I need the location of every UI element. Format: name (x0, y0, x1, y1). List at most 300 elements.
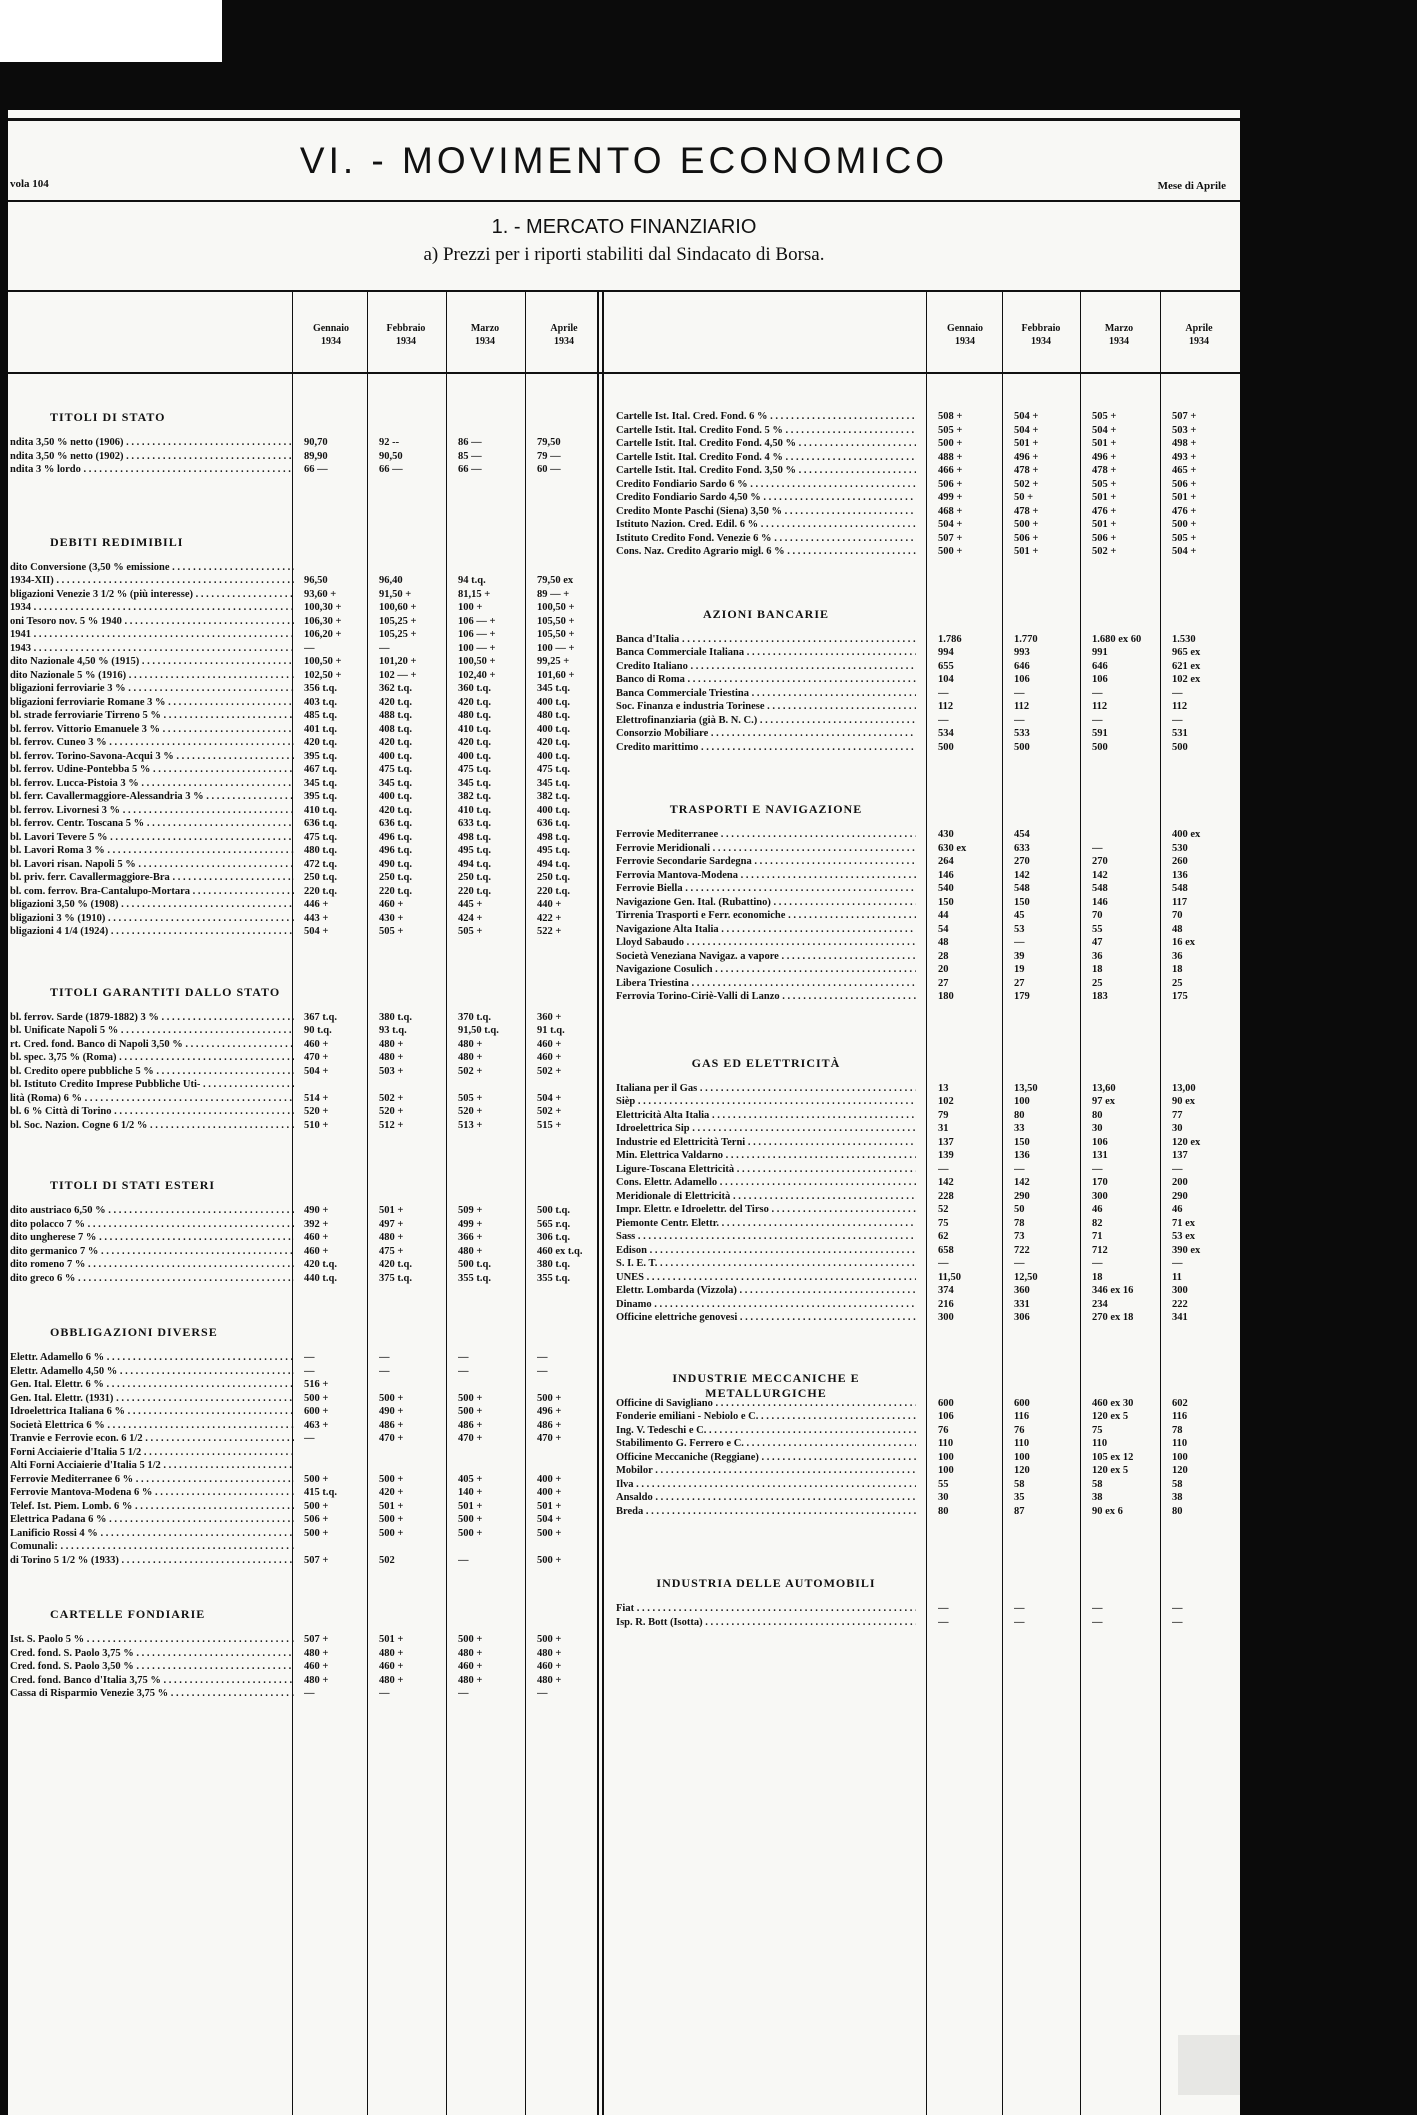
row-value: 355 t.q. (537, 1272, 570, 1284)
table-row (8, 1633, 1240, 1647)
row-value: 137 (938, 1136, 954, 1148)
row-value: 503 + (379, 1065, 404, 1077)
table-row (8, 1163, 1240, 1177)
row-value: 75 (1092, 1424, 1103, 1436)
row-value: 500 (1092, 741, 1108, 753)
row-value: 480 + (458, 1674, 483, 1686)
row-value: 463 + (304, 1419, 329, 1431)
row-label: Credito Italiano . . . (616, 660, 916, 674)
row-label: bl. Soc. Nazion. Cogne 6 1/2 % . . . (10, 1119, 294, 1133)
row-value: 382 t.q. (458, 791, 491, 802)
row-value: 85 — (458, 450, 482, 462)
row-value: 90 ex 6 (1092, 1505, 1123, 1517)
row-value: 500 (1172, 741, 1188, 753)
row-value: 360 + (537, 1011, 562, 1023)
top-dark-margin (0, 0, 1417, 110)
row-value: 11,50 (938, 1271, 962, 1283)
row-label: dito Conversione (3,50 % emissione . . . (10, 561, 294, 575)
row-label: dito Nazionale 5 % (1916) . . . (10, 669, 294, 683)
row-value: 400 + (537, 1487, 562, 1498)
row-label: ndita 3,50 % netto (1902) . . . (10, 450, 294, 464)
row-value: 505 + (1092, 411, 1117, 422)
row-value: 139 (938, 1150, 954, 1161)
row-label: Elettr. Adamello 6 % . . . (10, 1351, 294, 1365)
column-year: 1934 (1189, 336, 1209, 347)
row-label: 1943 . . . (10, 642, 294, 656)
row-value: 116 (1014, 1411, 1030, 1422)
row-label: Ilva . . . (616, 1478, 916, 1492)
row-value: 499 + (458, 1218, 483, 1230)
section-heading: TITOLI DI STATI ESTERI (50, 1178, 216, 1192)
row-value: 367 t.q. (304, 1011, 337, 1023)
row-value: — (1172, 1163, 1183, 1175)
row-value: 13,60 (1092, 1082, 1116, 1094)
row-label: Elettrofinanziaria (già B. N. C.) . . . (616, 714, 916, 728)
row-label: 1934-XII) . . . (10, 574, 294, 588)
row-value: 110 (1092, 1438, 1108, 1449)
row-value: 602 (1172, 1397, 1188, 1409)
column-month: Febbraio (386, 323, 426, 334)
row-value: 179 (1014, 991, 1030, 1002)
row-value: 496 t.q. (379, 831, 412, 843)
row-value: 460 + (304, 1661, 329, 1672)
row-value: 392 + (304, 1218, 329, 1230)
row-value: 306 t.q. (537, 1232, 570, 1243)
row-value: 58 (1172, 1478, 1183, 1490)
row-value: 509 + (458, 1205, 483, 1216)
row-value: 500 t.q. (537, 1205, 570, 1216)
table-row (8, 990, 1240, 1004)
column-header-left (529, 322, 599, 348)
row-value: 476 + (1172, 505, 1197, 517)
row-label: Cartelle Istit. Ital. Credito Fond. 4,50 % . . . (616, 437, 916, 451)
row-label: Impr. Elettr. e Idroelettr. del Tirso . . . (616, 1203, 916, 1217)
row-label: Elettrica Padana 6 % . . . (10, 1513, 294, 1527)
row-value: 66 — (458, 464, 482, 475)
row-value: 501 + (1092, 519, 1117, 530)
row-value: 480 + (379, 1647, 404, 1659)
row-value: 370 t.q. (458, 1011, 491, 1023)
row-value: 390 ex (1172, 1244, 1201, 1256)
row-value: 13 (938, 1082, 949, 1094)
row-value: 25 (1092, 977, 1103, 989)
row-value: 658 (938, 1244, 954, 1256)
month-label: Mese di Aprile (1157, 180, 1226, 192)
row-value: 362 t.q. (379, 683, 412, 694)
row-value: 501 + (1014, 438, 1039, 449)
row-label: bl. ferrov. Cuneo 3 % . . . (10, 736, 294, 750)
row-value: 480 + (537, 1674, 562, 1686)
row-label: Stabilimento G. Ferrero e C. . . . (616, 1437, 916, 1451)
row-value: 467 t.q. (304, 764, 337, 775)
row-value: — (1092, 714, 1103, 726)
row-value: — (938, 714, 949, 726)
row-label: Cons. Naz. Credito Agrario migl. 6 % . . . (616, 545, 916, 559)
row-value: 1.530 (1172, 633, 1196, 645)
row-label: bl. ferrov. Lucca-Pistoia 3 % . . . (10, 777, 294, 791)
section-rows (8, 1082, 1240, 1325)
row-value: 30 (1092, 1123, 1103, 1134)
row-label: Cred. fond. S. Paolo 3,75 % . . . (10, 1647, 294, 1661)
table-row (8, 1271, 1240, 1285)
row-value: 470 + (537, 1433, 562, 1444)
row-value: 498 t.q. (458, 831, 491, 843)
row-value: 454 (1014, 829, 1030, 840)
row-value: 422 + (537, 912, 562, 924)
row-value: 19 (1014, 964, 1025, 975)
row-value: 360 t.q. (458, 683, 491, 694)
row-value: 460 + (304, 1232, 329, 1243)
row-value: 500 + (458, 1392, 483, 1404)
row-value: 79 — (537, 450, 561, 462)
row-value: 500 + (379, 1527, 404, 1539)
row-value: 270 (1092, 856, 1108, 867)
table-row (8, 1136, 1240, 1150)
row-value: 480 + (379, 1232, 404, 1243)
row-value: 137 (1172, 1150, 1188, 1161)
row-value: 52 (938, 1204, 949, 1215)
section-heading: DEBITI REDIMIBILI (50, 534, 184, 549)
row-value: 105,25 + (379, 629, 417, 640)
row-value: 183 (1092, 991, 1108, 1002)
row-label: Telef. Ist. Piem. Lomb. 6 % . . . (10, 1500, 294, 1514)
row-label: bl. com. ferrov. Bra-Cantalupo-Mortara . . . (10, 885, 294, 899)
table-row (8, 561, 1240, 575)
row-label: Cons. Elettr. Adamello . . . (616, 1176, 916, 1190)
table-row (8, 1616, 1240, 1630)
row-value: 356 t.q. (304, 683, 337, 694)
row-value: 106 — + (458, 615, 496, 627)
row-value: 504 + (304, 1065, 329, 1077)
row-value: — (938, 1616, 949, 1628)
row-value: 500 (938, 741, 954, 753)
row-value: 548 (1014, 883, 1030, 894)
row-value: 506 + (1014, 532, 1039, 544)
row-value: 502 + (458, 1065, 483, 1077)
section-heading: INDUSTRIE MECCANICHE E METALLURGICHE (672, 1370, 860, 1400)
row-label: Fonderie emiliani - Nebiolo e C. . . . (616, 1410, 916, 1424)
table-row (8, 869, 1240, 883)
row-value: 76 (1014, 1424, 1025, 1436)
row-value: 965 ex (1172, 647, 1201, 658)
row-value: 106 (1014, 674, 1030, 685)
row-value: 548 (1092, 883, 1108, 894)
row-value: 445 + (458, 899, 483, 910)
row-label: Ferrovie Mediterranee 6 % . . . (10, 1473, 294, 1487)
row-value: 100 (938, 1451, 954, 1463)
row-value: 142 (1092, 869, 1108, 881)
row-value: 99,25 + (537, 656, 570, 667)
table-row (8, 532, 1240, 546)
section-rows (8, 1397, 1240, 1519)
row-value: 475 + (379, 1245, 404, 1257)
row-value: 50 + (1014, 492, 1034, 503)
row-value: 507 + (304, 1554, 329, 1566)
row-value: 220 t.q. (379, 885, 412, 897)
table-row (8, 855, 1240, 869)
row-value: — (304, 1352, 315, 1363)
section-rows (8, 1633, 1240, 1701)
row-value: 16 ex (1172, 937, 1196, 948)
row-value: 180 (938, 991, 954, 1002)
row-label: Comunali: . . . (10, 1540, 294, 1554)
row-label: dito greco 6 % . . . (10, 1272, 294, 1286)
row-value: 400 ex (1172, 829, 1201, 840)
row-value: 400 t.q. (379, 750, 412, 762)
row-value: 102 (938, 1096, 954, 1107)
table-row (8, 1244, 1240, 1258)
row-value: 80 (938, 1505, 949, 1517)
row-value: 48 (938, 937, 949, 948)
row-value: 100 (1014, 1096, 1030, 1107)
row-value: 494 t.q. (537, 858, 570, 870)
section-heading: TITOLI GARANTITI DALLO STATO (50, 984, 281, 999)
row-label: bl. spec. 3,75 % (Roma) . . . (10, 1051, 294, 1065)
title-rule (8, 200, 1240, 202)
section-title: 1. - MERCATO FINANZIARIO (491, 216, 757, 238)
row-value: 54 (938, 923, 949, 935)
row-value: 38 (1092, 1492, 1103, 1503)
row-label: Navigazione Alta Italia . . . (616, 923, 916, 937)
row-value: 76 (938, 1424, 949, 1436)
row-value: 505 + (379, 926, 404, 937)
row-value: 89,90 (304, 450, 328, 462)
row-value: 100 + (458, 602, 483, 613)
section-subtitle: a) Prezzi per i riporti stabiliti dal Sindacato di Borsa. (423, 244, 825, 265)
row-value: 306 (1014, 1312, 1030, 1323)
row-value: 366 + (458, 1232, 483, 1243)
row-value: 18 (1172, 964, 1183, 975)
row-value: 117 (1172, 896, 1188, 908)
table-row (8, 1491, 1240, 1505)
row-value: 520 + (458, 1106, 483, 1117)
row-value: 600 (1014, 1397, 1030, 1409)
row-value: 500 + (537, 1392, 562, 1404)
row-value: — (1172, 1603, 1183, 1614)
row-value: 91,50 t.q. (458, 1025, 499, 1036)
row-value: 510 + (304, 1119, 329, 1131)
table-row (8, 1176, 1240, 1190)
row-value: 79,50 ex (537, 575, 574, 586)
row-value: 100,50 + (537, 602, 575, 613)
row-label: Soc. Finanza e industria Torinese . . . (616, 700, 916, 714)
row-value: 382 t.q. (537, 791, 570, 802)
row-value: 81,15 + (458, 588, 491, 600)
row-value: 420 t.q. (537, 737, 570, 748)
column-header-left (371, 322, 441, 348)
row-label: Tirrenia Trasporti e Ferr. economiche . . . (616, 909, 916, 923)
row-value: 507 + (938, 532, 963, 544)
table-row (8, 1554, 1240, 1568)
row-value: 646 (1014, 660, 1030, 672)
table-row (8, 1505, 1240, 1519)
table-row (8, 1351, 1240, 1365)
row-value: 105,50 + (537, 629, 575, 640)
row-value: 78 (1014, 1217, 1025, 1229)
row-value: 460 + (379, 1661, 404, 1672)
row-label: Credito Fondiario Sardo 6 % . . . (616, 478, 916, 492)
row-value: 44 (938, 910, 949, 921)
table-row (8, 1540, 1240, 1554)
row-value: 102 — + (379, 669, 417, 681)
row-label: Ferrovia Mantova-Modena . . . (616, 869, 916, 883)
row-value: — (938, 1603, 949, 1614)
row-label: Min. Elettrica Valdarno . . . (616, 1149, 916, 1163)
row-value: 400 t.q. (537, 696, 570, 708)
row-value: 420 + (379, 1487, 404, 1498)
row-value: 260 (1172, 856, 1188, 867)
row-value: 460 ex t.q. (537, 1245, 583, 1257)
column-year: 1934 (321, 336, 341, 347)
row-value: — (458, 1352, 469, 1363)
row-value: — (1014, 937, 1025, 948)
row-label: Istituto Nazion. Cred. Edil. 6 % . . . (616, 518, 916, 532)
row-value: 480 + (379, 1052, 404, 1063)
row-label: bl. Lavori Roma 3 % . . . (10, 844, 294, 858)
row-value: 460 + (537, 1038, 562, 1050)
table-row (8, 1687, 1240, 1701)
row-value: 500 + (1172, 519, 1197, 530)
table-row (8, 1527, 1240, 1541)
row-value: 90 ex (1172, 1096, 1196, 1107)
table-row (8, 478, 1240, 492)
row-value: 501 + (1092, 438, 1117, 449)
row-label: Credito Fondiario Sardo 4,50 % . . . (616, 491, 916, 505)
table-row (8, 1203, 1240, 1217)
row-value: 502 + (537, 1065, 562, 1077)
row-label: UNES . . . (616, 1271, 916, 1285)
row-label: Idroelettrica Italiana 6 % . . . (10, 1405, 294, 1419)
row-label: Libera Triestina . . . (616, 977, 916, 991)
row-value: 20 (938, 964, 949, 975)
row-value: — (1172, 687, 1183, 699)
row-value: 70 (1172, 910, 1183, 921)
row-label: Cartelle Istit. Ital. Credito Fond. 3,50 % . . . (616, 464, 916, 478)
row-value: 45 (1014, 910, 1025, 921)
row-value: 146 (1092, 896, 1108, 908)
row-value: 100,60 + (379, 602, 417, 613)
row-value: 494 t.q. (458, 858, 491, 870)
table-row (8, 464, 1240, 478)
row-label: bl. Credito opere pubbliche 5 % . . . (10, 1065, 294, 1079)
row-value: 591 (1092, 728, 1108, 739)
row-value: 120 (1172, 1465, 1188, 1476)
table-row (8, 1647, 1240, 1661)
row-value: 495 t.q. (458, 845, 491, 856)
table-row (8, 1660, 1240, 1674)
row-value: 120 (1014, 1465, 1030, 1476)
row-value: 514 + (304, 1092, 329, 1104)
row-value: 515 + (537, 1119, 562, 1131)
row-value: 400 t.q. (458, 750, 491, 762)
row-value: 120 ex 5 (1092, 1465, 1129, 1476)
row-label: Edison . . . (616, 1244, 916, 1258)
row-value: 506 + (1172, 478, 1197, 490)
row-value: 100 — + (458, 642, 496, 654)
row-value: 220 t.q. (537, 885, 570, 897)
row-value: 504 + (938, 519, 963, 530)
row-value: 475 t.q. (379, 764, 412, 775)
column-month: Gennaio (312, 323, 350, 334)
row-label: Credito marittimo . . . (616, 741, 916, 755)
row-label: Banca Commerciale Italiana . . . (616, 646, 916, 660)
row-value: 116 (1172, 1411, 1188, 1422)
table-row (8, 1298, 1240, 1312)
table-row (8, 1190, 1240, 1204)
row-value: 430 (938, 829, 954, 840)
row-value: 46 (1172, 1204, 1183, 1215)
row-value: 220 t.q. (304, 885, 337, 897)
row-value: 30 (938, 1492, 949, 1503)
row-value: 55 (938, 1478, 949, 1490)
table-row (8, 1230, 1240, 1244)
table-row (8, 909, 1240, 923)
row-value: 420 t.q. (379, 737, 412, 748)
row-value: 300 (938, 1312, 954, 1323)
table-row (8, 923, 1240, 937)
row-value: 480 + (304, 1647, 329, 1659)
row-label: Elettricità Alta Italia . . . (616, 1109, 916, 1123)
row-value: 504 + (1092, 424, 1117, 436)
row-value: 486 + (379, 1419, 404, 1431)
row-label: Officine di Savigliano . . . (616, 1397, 916, 1411)
section-rows (8, 1602, 1240, 1629)
row-value: 1.680 ex 60 (1092, 633, 1142, 645)
table-row (8, 1674, 1240, 1688)
row-value: 71 (1092, 1231, 1103, 1242)
row-value: 470 + (458, 1433, 483, 1444)
row-label: bligazioni 3,50 % (1908) . . . (10, 898, 294, 912)
row-label: lità (Roma) 6 % . . . (10, 1092, 294, 1106)
row-value: — (1092, 842, 1103, 854)
row-value: 80 (1014, 1109, 1025, 1121)
row-label: bligazioni Venezie 3 1/2 % (più interesse) . . . (10, 588, 294, 602)
row-value: 505 + (458, 1092, 483, 1104)
row-value: 39 (1014, 950, 1025, 962)
row-value: 101,60 + (537, 669, 575, 681)
row-value: 508 + (938, 411, 963, 422)
row-label: Tranvie e Ferrovie econ. 6 1/2 . . . (10, 1432, 294, 1446)
row-value: 110 (938, 1438, 954, 1449)
row-value: 496 + (537, 1406, 562, 1417)
row-value: 520 + (379, 1106, 404, 1117)
row-value: 504 + (537, 1092, 562, 1104)
table-row (8, 491, 1240, 505)
row-value: — (304, 1688, 315, 1699)
row-value: 106 (938, 1411, 954, 1422)
table-row (8, 646, 1240, 660)
row-value: 46 (1092, 1204, 1103, 1215)
row-label: 1941 . . . (10, 628, 294, 642)
row-value: 91 t.q. (537, 1025, 565, 1036)
row-value: — (1092, 1163, 1103, 1175)
row-label: Ferrovie Secondarie Sardegna . . . (616, 855, 916, 869)
top-white-corner (0, 0, 222, 62)
row-value: — (1172, 1616, 1183, 1628)
left-dark-margin (0, 110, 8, 2115)
table-row (8, 1451, 1240, 1465)
row-value: 500 + (458, 1406, 483, 1417)
row-value: 500 + (458, 1527, 483, 1539)
row-value: 112 (1092, 701, 1108, 712)
row-value: 1.786 (938, 633, 962, 645)
row-label: Piemonte Centr. Elettr. . . . (616, 1217, 916, 1231)
table-row (8, 1410, 1240, 1424)
row-value: 498 + (1172, 438, 1197, 449)
row-value: 446 + (304, 899, 329, 910)
table-row (8, 1082, 1240, 1096)
table-row (8, 505, 1240, 519)
